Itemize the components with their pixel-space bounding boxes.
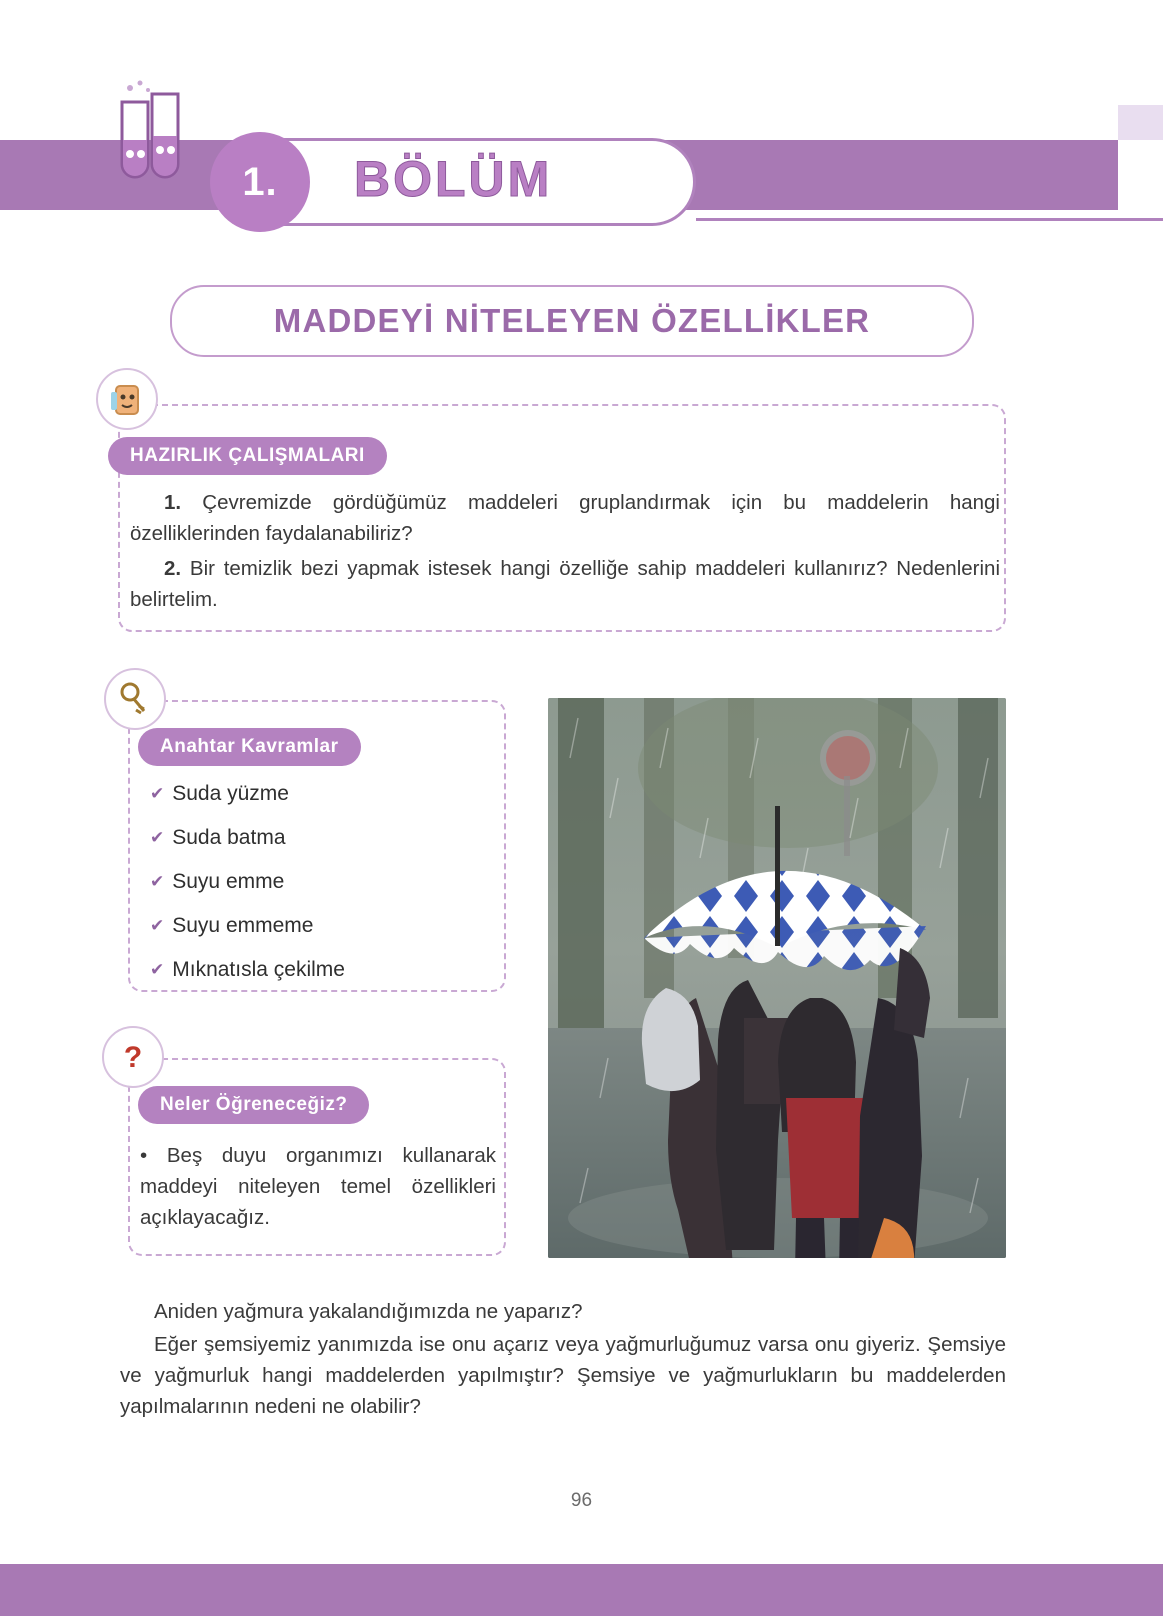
svg-text:?: ?	[123, 1041, 143, 1074]
student-icon	[96, 368, 158, 430]
key-concept-label: Suda batma	[172, 826, 286, 849]
preparation-tag: HAZIRLIK ÇALIŞMALARI	[108, 437, 387, 475]
prep-item2-text: Bir temizlik bezi yapmak istesek hangi özelliğe sahip maddeleri kullanırız? Nedenlerini belirtelim.	[130, 557, 1000, 611]
list-item	[150, 826, 490, 850]
header-rule	[696, 218, 1163, 221]
learning-goals-tag: Neler Öğreneceğiz?	[138, 1086, 369, 1124]
photo-rainy-street	[548, 698, 1006, 1258]
footer-band-divider	[0, 1554, 1163, 1564]
key-concepts-list	[150, 782, 490, 1002]
list-item	[150, 958, 490, 982]
check-icon: ✔	[150, 872, 165, 891]
key-icon	[104, 668, 166, 730]
page-number: 96	[570, 1490, 593, 1511]
chapter-number: 1.	[242, 159, 278, 204]
list-item	[150, 870, 490, 894]
key-concept-label: Suyu emmeme	[172, 914, 314, 937]
check-icon: ✔	[150, 828, 165, 847]
prep-item1-number: 1.	[164, 491, 182, 514]
body-line-2: Eğer şemsiyemiz yanımızda ise onu açarız veya yağmurluğumuz varsa onu giyeriz. Şemsiye ve yağmurluk hangi maddelerden yapılmıştır? Şemsiye ve yağmurlukların bu maddelerden yapılmalarının nedeni ne olabilir?	[120, 1333, 1006, 1418]
key-concept-label: Mıknatısla çekilme	[172, 958, 345, 981]
prep-item2-number: 2.	[164, 557, 182, 580]
body-text	[120, 1296, 1006, 1424]
preparation-text	[130, 487, 1000, 619]
header-band-corner	[1118, 105, 1163, 140]
check-icon: ✔	[150, 784, 165, 803]
check-icon: ✔	[150, 960, 165, 979]
chapter-number-badge	[210, 132, 310, 232]
page-title: MADDEYİ NİTELEYEN ÖZELLİKLER	[273, 302, 871, 339]
key-concepts-tag: Anahtar Kavramlar	[138, 728, 361, 766]
chapter-header	[96, 72, 1106, 232]
question-mark-icon	[102, 1026, 164, 1088]
list-item	[150, 782, 490, 806]
key-concept-label: Suda yüzme	[172, 782, 289, 805]
check-icon: ✔	[150, 916, 165, 935]
section-title-box	[170, 285, 974, 357]
test-tubes-icon	[100, 80, 196, 192]
learning-goals-text: • Beş duyu organımızı kullanarak maddeyi niteleyen temel özellikleri açıklayacağız.	[140, 1144, 496, 1229]
key-concept-label: Suyu emme	[172, 870, 285, 893]
body-line-1: Aniden yağmura yakalandığımızda ne yaparız?	[154, 1300, 583, 1323]
list-item	[150, 914, 490, 938]
prep-item1-text: Çevremizde gördüğümüz maddeleri gruplandırmak için bu maddelerin hangi özelliklerinden faydalanabiliriz?	[130, 491, 1000, 545]
chapter-word: BÖLÜM	[354, 151, 553, 207]
